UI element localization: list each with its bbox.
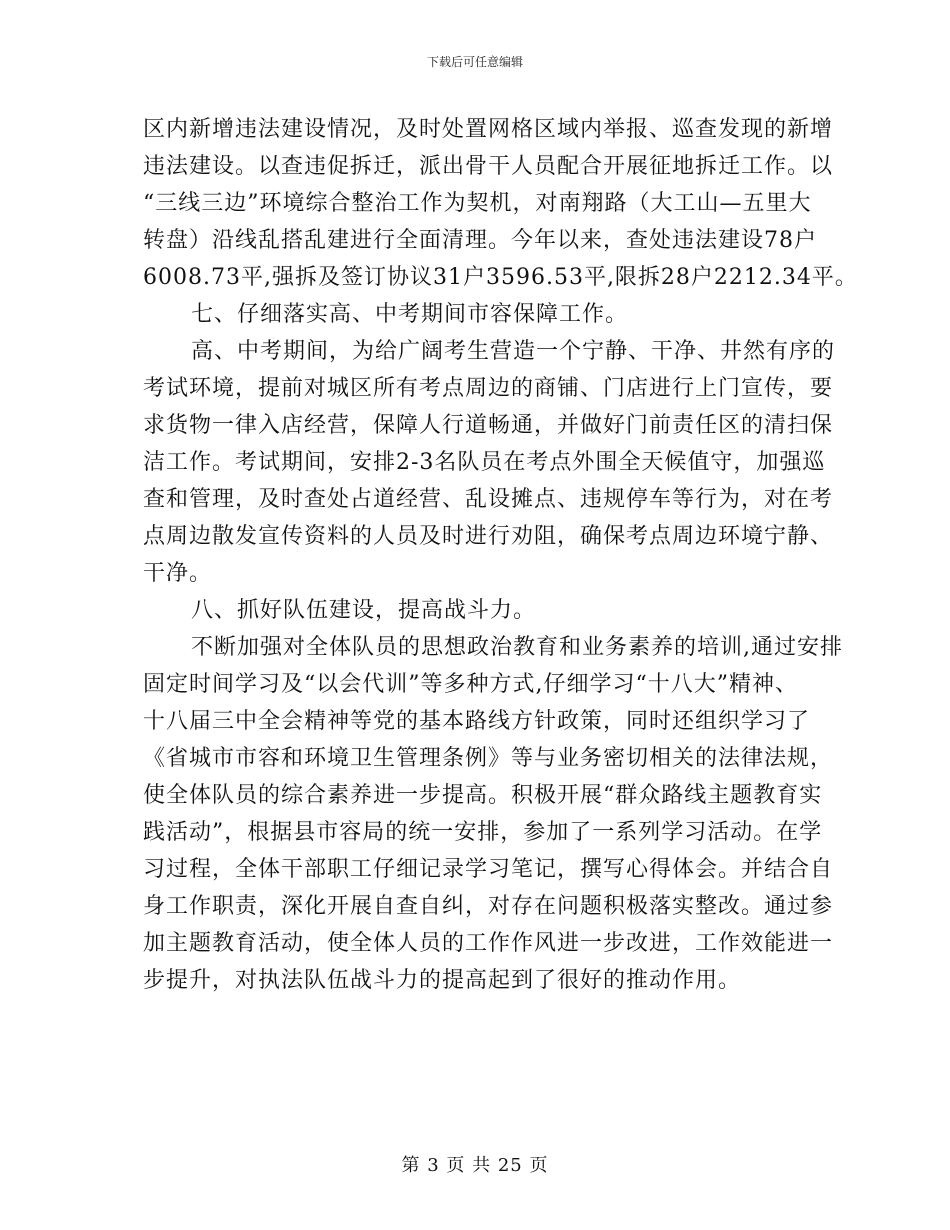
paragraph-team-building — [143, 629, 843, 999]
text-line: 点周边散发宣传资料的人员及时进行劝阻，确保考点周边环境宁静、 — [143, 524, 834, 549]
text-line: 践活动”，根据县市容局的统一安排，参加了一系列学习活动。在学 — [143, 820, 823, 845]
text-line: 不断加强对全体队员的思想政治教育和业务素养的培训,通过安排 — [191, 635, 843, 660]
text-line: 转盘）沿线乱搭乱建进行全面清理。今年以来，查处违法建设78户 — [143, 228, 817, 253]
section-heading-7 — [143, 296, 808, 333]
text-line: 使全体队员的综合素养进一步提高。积极开展“群众路线主题教育实 — [143, 783, 823, 808]
section-heading-8 — [143, 592, 808, 629]
text-line: 习过程，全体干部职工仔细记录学习笔记，撰写心得体会。并结合自 — [143, 857, 834, 882]
text-line: 求货物一律入店经营，保障人行道畅通，并做好门前责任区的清扫保 — [143, 413, 834, 438]
text-line: 高、中考期间，为给广阔考生营造一个宁静、干净、井然有序的 — [191, 339, 836, 364]
text-line: 洁工作。考试期间，安排2-3名队员在考点外围全天候值守，加强巡 — [143, 450, 826, 475]
heading-text: 七、仔细落实高、中考期间市容保障工作。 — [191, 302, 629, 327]
paragraph-illegal-construction — [143, 111, 858, 296]
paragraph-exam-period — [143, 333, 836, 592]
text-line: 加主题教育活动，使全体人员的工作作风进一步改进，工作效能进一 — [143, 931, 834, 956]
text-line: 步提升，对执法队伍战斗力的提高起到了很好的推动作用。 — [143, 968, 742, 993]
text-line: 违法建设。以查违促拆迁，派出骨干人员配合开展征地拆迁工作。以 — [143, 154, 834, 179]
text-line: 十八届三中全会精神等党的基本路线方针政策，同时还组织学习了 — [143, 709, 811, 734]
text-line: 区内新增违法建设情况，及时处置网格区域内举报、巡查发现的新增 — [143, 117, 834, 142]
text-line: 固定时间学习及“以会代训”等多种方式,仔细学习“十八大”精神、 — [143, 672, 798, 697]
text-line: 干净。 — [143, 561, 213, 586]
text-line: 查和管理，及时查处占道经营、乱设摊点、违规停车等行为，对在考 — [143, 487, 834, 512]
text-line: “三线三边”环境综合整治工作为契机，对南翔路（大工山—五里大 — [143, 191, 812, 216]
page-number-footer: 第 3 页 共 25 页 — [401, 1155, 549, 1176]
page-header: 下载后可任意编辑 — [426, 55, 523, 69]
document-body — [143, 111, 858, 999]
text-line: 考试环境，提前对城区所有考点周边的商铺、门店进行上门宣传，要 — [143, 376, 834, 401]
text-line: 《省城市市容和环境卫生管理条例》等与业务密切相关的法律法规， — [143, 746, 834, 771]
text-line: 6008.73平,强拆及签订协议31户3596.53平,限拆28户2212.34平。 — [143, 265, 858, 290]
heading-text: 八、抓好队伍建设，提高战斗力。 — [191, 598, 537, 623]
text-line: 身工作职责，深化开展自查自纠，对存在问题积极落实整改。通过参 — [143, 894, 834, 919]
